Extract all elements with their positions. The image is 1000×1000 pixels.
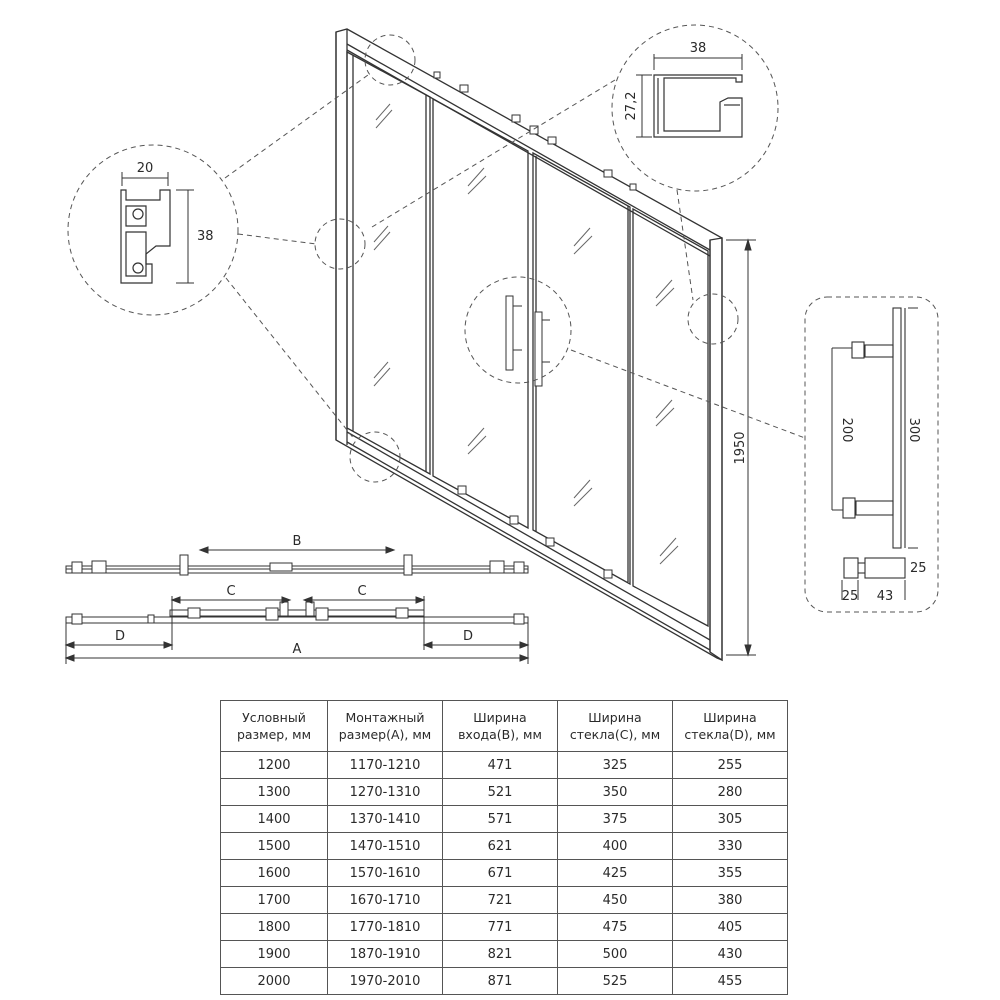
table-row xyxy=(221,779,788,806)
table-header-cell: Ширина входа(В), мм xyxy=(443,701,558,752)
top-profile-height-label: 27,2 xyxy=(624,91,639,121)
table-cell: 721 xyxy=(443,887,558,914)
table-row xyxy=(221,914,788,941)
table-cell: 571 xyxy=(443,806,558,833)
table-row xyxy=(221,860,788,887)
table-cell: 1700 xyxy=(221,887,328,914)
table-cell: 1170-1210 xyxy=(328,752,443,779)
table-cell: 450 xyxy=(558,887,673,914)
door-hardware xyxy=(434,72,636,578)
table-cell: 1370-1410 xyxy=(328,806,443,833)
table-cell: 1670-1710 xyxy=(328,887,443,914)
table-cell: 430 xyxy=(673,941,788,968)
table-cell: 350 xyxy=(558,779,673,806)
table-cell: 1400 xyxy=(221,806,328,833)
table-cell: 425 xyxy=(558,860,673,887)
handle-d3-label: 25 xyxy=(910,561,927,576)
top-profile-dimensions xyxy=(636,54,742,137)
table-cell: 400 xyxy=(558,833,673,860)
table-cell: 525 xyxy=(558,968,673,995)
table-cell: 500 xyxy=(558,941,673,968)
table-cell: 255 xyxy=(673,752,788,779)
plan-label-a: A xyxy=(292,642,302,657)
table-cell: 1770-1810 xyxy=(328,914,443,941)
table-row xyxy=(221,941,788,968)
plan-top-view xyxy=(66,555,528,575)
table-cell: 455 xyxy=(673,968,788,995)
handle-inner-label: 200 xyxy=(839,417,854,443)
table-cell: 1800 xyxy=(221,914,328,941)
table-cell: 375 xyxy=(558,806,673,833)
plan-label-b: B xyxy=(292,534,302,549)
table-cell: 330 xyxy=(673,833,788,860)
table-row xyxy=(221,806,788,833)
table-cell: 671 xyxy=(443,860,558,887)
left-profile-width-label: 20 xyxy=(136,161,154,176)
plan-bottom-view xyxy=(66,602,528,624)
handle-d2-label: 43 xyxy=(876,589,894,604)
handle-detail xyxy=(843,308,905,578)
plan-label-d1: D xyxy=(114,629,126,644)
table-cell: 771 xyxy=(443,914,558,941)
plan-label-c2: C xyxy=(357,584,367,599)
table-row xyxy=(221,968,788,995)
table-cell: 475 xyxy=(558,914,673,941)
table-cell: 1470-1510 xyxy=(328,833,443,860)
table-cell: 1600 xyxy=(221,860,328,887)
table-cell: 405 xyxy=(673,914,788,941)
size-table xyxy=(220,700,788,995)
left-profile-height-label: 38 xyxy=(197,229,214,244)
top-profile-section xyxy=(654,75,742,137)
table-header-cell: Ширина стекла(С), мм xyxy=(558,701,673,752)
table-cell: 871 xyxy=(443,968,558,995)
handle-d1-label: 25 xyxy=(841,589,859,604)
plan-label-c1: C xyxy=(226,584,236,599)
table-cell: 305 xyxy=(673,806,788,833)
table-cell: 521 xyxy=(443,779,558,806)
top-profile-width-label: 38 xyxy=(689,41,707,56)
table-cell: 1300 xyxy=(221,779,328,806)
table-cell: 1270-1310 xyxy=(328,779,443,806)
table-header-row xyxy=(221,701,788,752)
table-cell: 280 xyxy=(673,779,788,806)
table-cell: 1570-1610 xyxy=(328,860,443,887)
table-cell: 1870-1910 xyxy=(328,941,443,968)
plan-label-d2: D xyxy=(462,629,474,644)
table-header-cell: Монтажный размер(А), мм xyxy=(328,701,443,752)
table-cell: 2000 xyxy=(221,968,328,995)
table-row xyxy=(221,833,788,860)
table-row xyxy=(221,887,788,914)
height-label: 1950 xyxy=(733,431,748,465)
detail-callouts xyxy=(68,25,938,612)
table-cell: 325 xyxy=(558,752,673,779)
table-cell: 1970-2010 xyxy=(328,968,443,995)
table-cell: 1200 xyxy=(221,752,328,779)
table-cell: 1500 xyxy=(221,833,328,860)
table-cell: 471 xyxy=(443,752,558,779)
table-header-cell: Условный размер, мм xyxy=(221,701,328,752)
table-cell: 355 xyxy=(673,860,788,887)
table-row xyxy=(221,752,788,779)
table-header-cell: Ширина стекла(D), мм xyxy=(673,701,788,752)
table-cell: 1900 xyxy=(221,941,328,968)
table-cell: 821 xyxy=(443,941,558,968)
handle-outer-label: 300 xyxy=(906,417,921,443)
left-profile-section xyxy=(121,190,170,283)
table-cell: 621 xyxy=(443,833,558,860)
table-cell: 380 xyxy=(673,887,788,914)
